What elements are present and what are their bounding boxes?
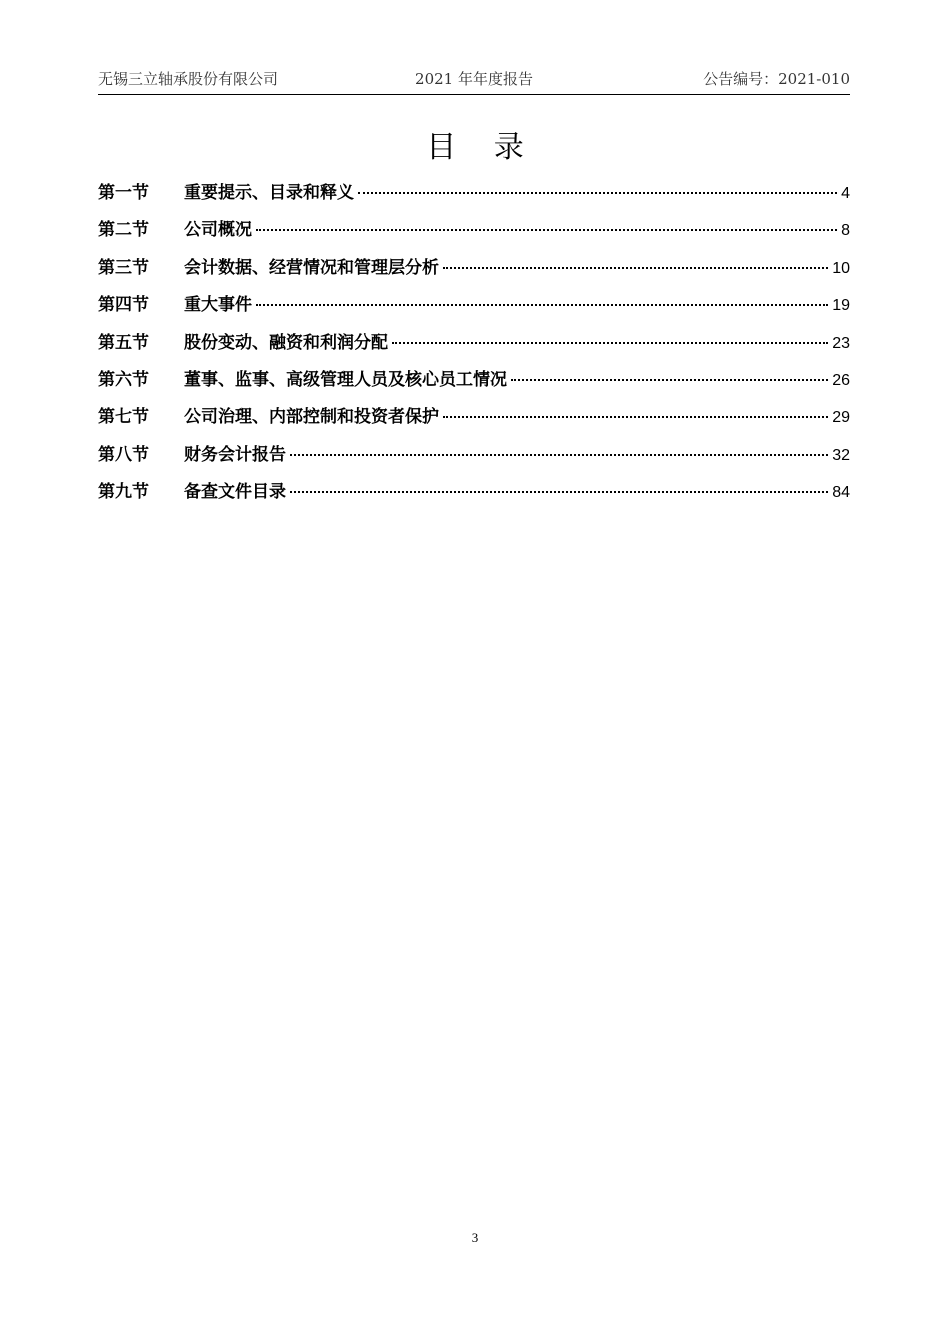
- toc-section-title: 董事、监事、高级管理人员及核心员工情况: [184, 369, 507, 390]
- toc-title: 目 录: [426, 130, 538, 165]
- toc-section-title: 股份变动、融资和利润分配: [184, 332, 388, 353]
- toc-page-number: 19: [832, 297, 850, 315]
- toc-page-number: 4: [841, 185, 850, 202]
- toc-page-number: 32: [832, 446, 850, 464]
- toc-section-label: 第九节: [98, 482, 149, 503]
- toc-page-number: 10: [832, 259, 850, 277]
- toc-section-title: 公司概况: [184, 220, 252, 241]
- toc-section-title: 备查文件目录: [184, 482, 286, 503]
- toc-entry-2[interactable]: [98, 212, 850, 249]
- toc-section-title: 会计数据、经营情况和管理层分析: [184, 257, 439, 278]
- header-company-name: 无锡三立轴承股份有限公司: [98, 70, 279, 88]
- toc-section-title: 重大事件: [184, 295, 252, 316]
- toc-leader-dots: [443, 267, 828, 269]
- toc-leader-dots: [511, 379, 828, 381]
- toc-entry-8[interactable]: [98, 437, 850, 474]
- toc-leader-dots: [392, 342, 828, 344]
- toc-section-label: 第五节: [98, 332, 149, 353]
- toc-section-label: 第四节: [98, 295, 149, 316]
- toc-page-number: 29: [832, 409, 850, 427]
- toc-section-label: 第八节: [98, 444, 149, 465]
- toc-section-label: 第六节: [98, 369, 149, 390]
- toc-entry-1[interactable]: [98, 175, 850, 212]
- toc-section-label: 第三节: [98, 257, 149, 278]
- toc-section-title: 财务会计报告: [184, 444, 286, 465]
- toc-entry-3[interactable]: [98, 250, 850, 287]
- toc-page-number: 23: [832, 334, 850, 352]
- toc-entry-7[interactable]: [98, 399, 850, 436]
- page-number: 3: [471, 1230, 479, 1245]
- toc-entry-5[interactable]: [98, 325, 850, 362]
- toc-entry-9[interactable]: [98, 474, 850, 511]
- toc-leader-dots: [443, 416, 828, 418]
- toc-entry-6[interactable]: [98, 362, 850, 399]
- toc-leader-dots: [290, 491, 828, 493]
- toc-leader-dots: [256, 304, 828, 306]
- toc-section-label: 第一节: [98, 183, 149, 203]
- toc-section-label: 第七节: [98, 407, 149, 428]
- header-report-title: 2021 年年度报告: [415, 70, 533, 88]
- toc-page-number: 26: [832, 371, 850, 389]
- toc-page-number: 84: [832, 484, 850, 502]
- toc-section-title: 重要提示、目录和释义: [184, 183, 354, 203]
- header-announcement-number: 公告编号：2021-010: [703, 70, 850, 88]
- toc-leader-dots: [358, 192, 837, 194]
- toc-section-title: 公司治理、内部控制和投资者保护: [184, 407, 439, 428]
- table-of-contents: [98, 175, 850, 512]
- toc-entry-4[interactable]: [98, 287, 850, 324]
- toc-leader-dots: [290, 454, 828, 456]
- page-header: [98, 62, 850, 95]
- toc-page-number: 8: [841, 222, 850, 240]
- toc-section-label: 第二节: [98, 220, 149, 241]
- toc-leader-dots: [256, 229, 837, 231]
